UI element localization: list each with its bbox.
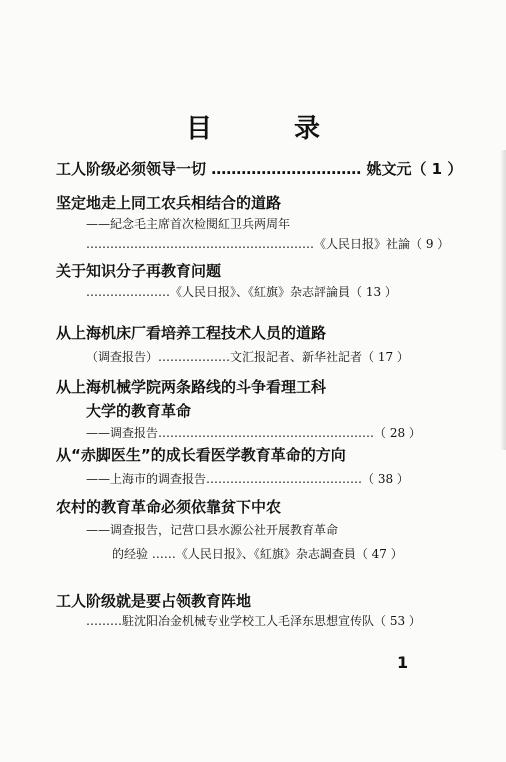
page-edge-shadow <box>500 150 506 450</box>
toc-entry-2-title: 坚定地走上同工农兵相结合的道路 <box>56 194 282 212</box>
toc-entry-7-subtitle: ——调查报告，记营口县水源公社开展教育革命 <box>86 523 339 537</box>
toc-entry-6-title: 从“赤脚医生”的成长看医学教育革命的方向 <box>56 446 346 464</box>
page-title: 目 录 <box>185 114 348 144</box>
toc-entry-2-source: …………………………………………………《人民日报》社論（ 9 ） <box>86 237 450 251</box>
toc-entry-3-title: 关于知识分子再教育问题 <box>56 262 222 280</box>
toc-entry-4-source: （调查报告）………………文汇报記者、新华社記者（ 17 ） <box>86 350 409 364</box>
toc-entry-7-title: 农村的教育革命必须依靠贫下中农 <box>56 498 282 516</box>
toc-entry-7-source: 的经验 ……《人民日报》、《紅旗》杂志調查員（ 47 ） <box>112 547 403 561</box>
toc-entry-5-title-cont: 大学的教育革命 <box>86 402 192 420</box>
toc-entry-8-source: ………駐沈阳冶金机械专业学校工人毛泽东思想宣传队（ 53 ） <box>86 614 421 628</box>
toc-entry-5-source: ——调查报告………………………………………………（ 28 ） <box>86 426 421 440</box>
toc-entry-3-source: …………………《人民日报》、《紅旗》杂志評論員（ 13 ） <box>86 285 397 299</box>
toc-entry-1: 工人阶级必须领导一切 ………………………… 姚文元（ 1 ） <box>56 160 463 178</box>
page-number: 1 <box>397 653 409 672</box>
toc-entry-8-title: 工人阶级就是要占领教育阵地 <box>56 592 252 610</box>
toc-entry-4-title: 从上海机床厂看培养工程技术人员的道路 <box>56 324 327 342</box>
toc-entry-2-subtitle: ——紀念毛主席首次检閱紅卫兵两周年 <box>86 217 291 231</box>
toc-entry-5-title: 从上海机械学院两条路线的斗争看理工科 <box>56 378 327 396</box>
toc-entry-6-source: ——上海市的调查报告…………………………………（ 38 ） <box>86 472 409 486</box>
